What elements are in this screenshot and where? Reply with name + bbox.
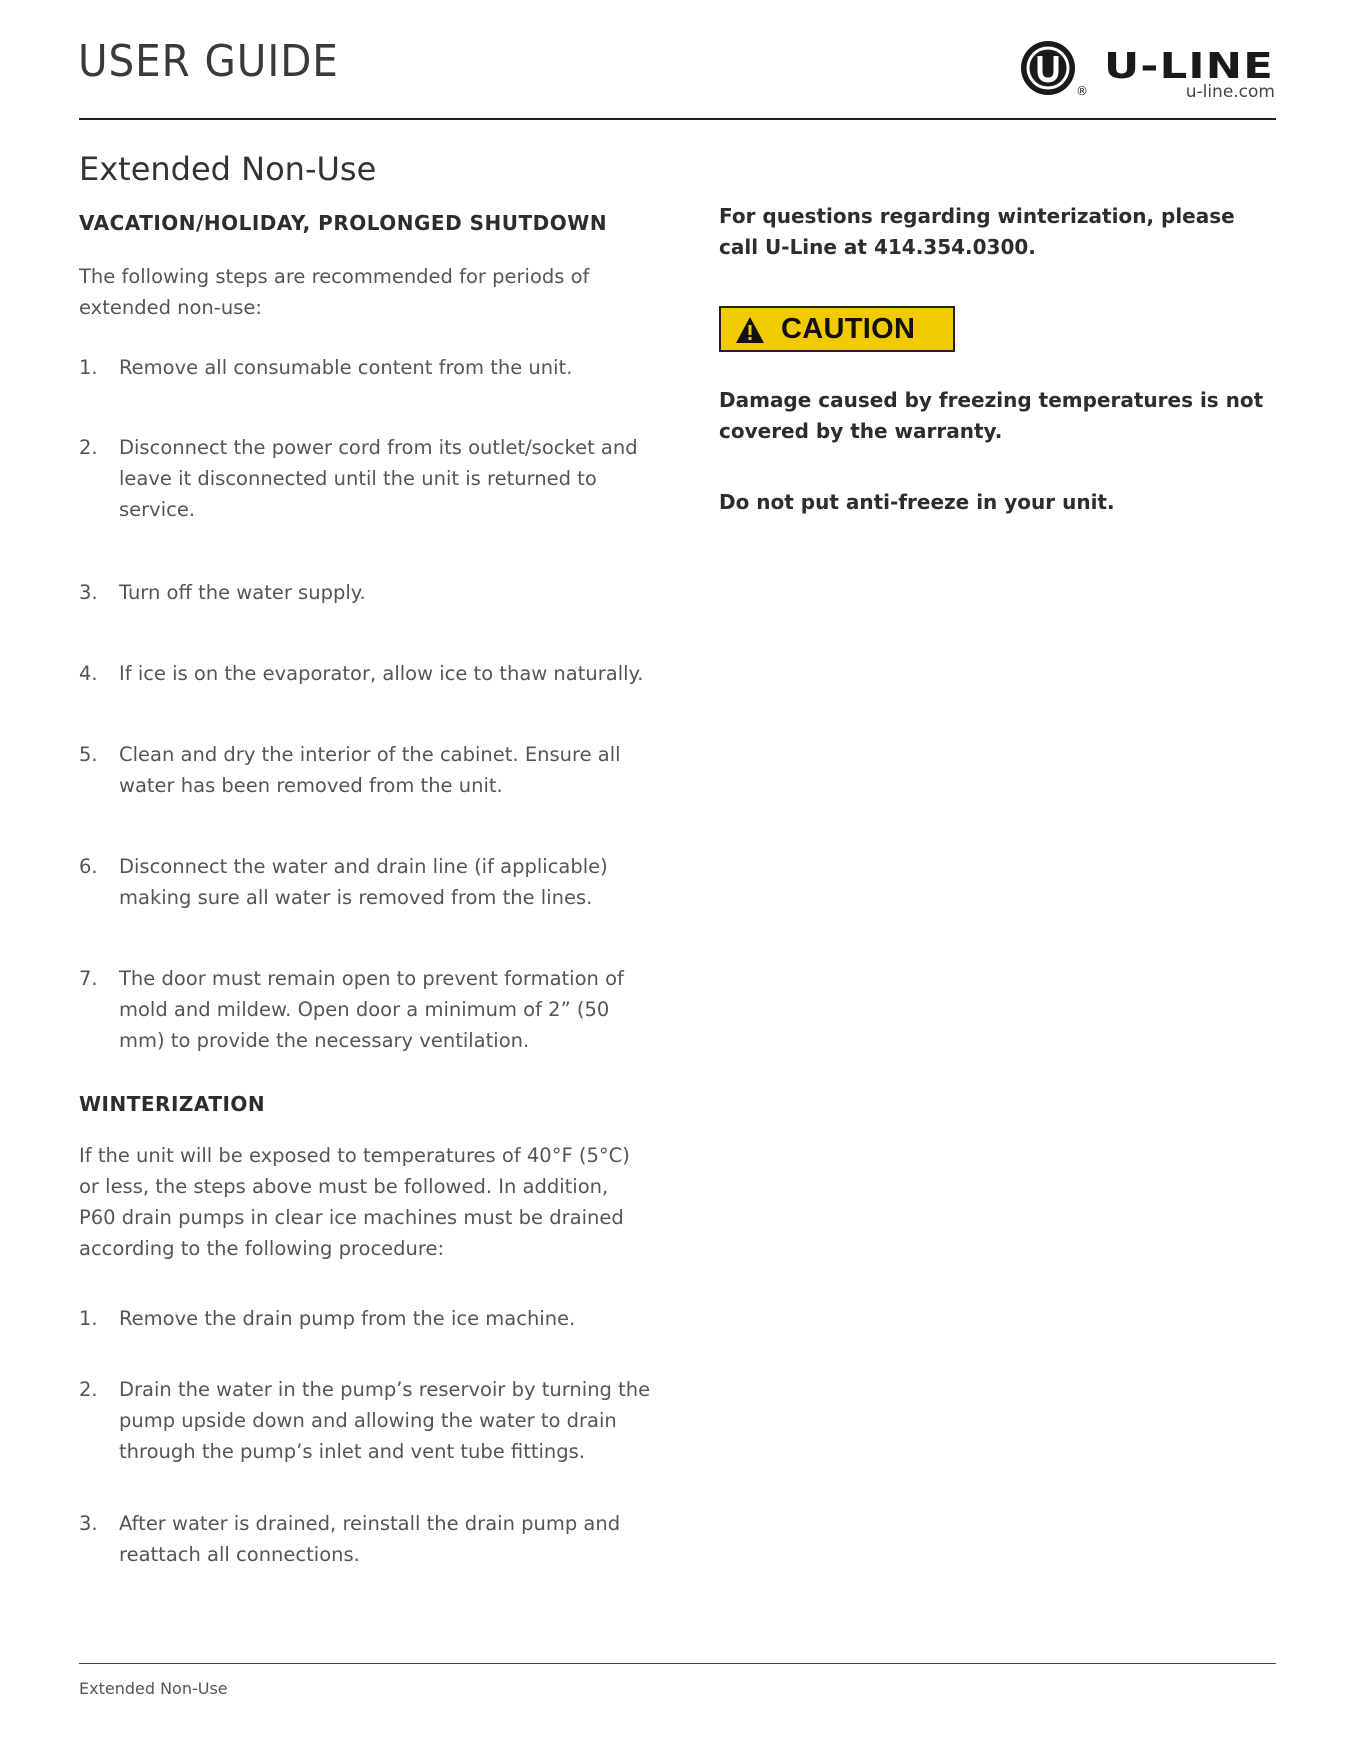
step-text: Clean and dry the interior of the cabinet. Ensure all water has been removed from the unit. bbox=[119, 743, 621, 797]
logo-url: u-line.com bbox=[1185, 82, 1275, 102]
step-number: 1. bbox=[79, 356, 98, 379]
step-text: Remove all consumable content from the unit. bbox=[119, 356, 573, 379]
registered-mark: ® bbox=[1076, 84, 1088, 98]
step-text: Remove the drain pump from the ice machine. bbox=[119, 1307, 576, 1330]
section-title: Extended Non-Use bbox=[79, 150, 377, 188]
step-number: 5. bbox=[79, 743, 98, 766]
u-line-logo-mark-icon bbox=[1020, 38, 1080, 98]
step-number: 4. bbox=[79, 662, 98, 685]
winterization-intro: If the unit will be exposed to temperatures of 40°F (5°C) or less, the steps above must be followed. In addition, P60 drain pumps in clear ice machines must be drained according to the following procedure: bbox=[79, 1144, 630, 1260]
step-text: The door must remain open to prevent formation of mold and mildew. Open door a minimum of 2” (50 mm) to provide the necessary ventilation. bbox=[119, 967, 624, 1052]
step-number: 1. bbox=[79, 1307, 98, 1330]
step-text: Drain the water in the pump’s reservoir by turning the pump upside down and allowing the water to drain through the pump’s inlet and vent tube fittings. bbox=[119, 1378, 651, 1463]
step-number: 7. bbox=[79, 967, 98, 990]
step-text: Disconnect the water and drain line (if applicable) making sure all water is removed from the lines. bbox=[119, 855, 608, 909]
damage-notice: Damage caused by freezing temperatures is not covered by the warranty. bbox=[719, 388, 1264, 443]
vacation-intro: The following steps are recommended for periods of extended non-use: bbox=[79, 265, 590, 319]
step-text: After water is drained, reinstall the drain pump and reattach all connections. bbox=[119, 1512, 621, 1566]
step-number: 2. bbox=[79, 1378, 98, 1401]
step-number: 3. bbox=[79, 1512, 98, 1535]
step-number: 2. bbox=[79, 436, 98, 459]
step-text: If ice is on the evaporator, allow ice to thaw naturally. bbox=[119, 662, 644, 685]
caution-label-box bbox=[719, 306, 955, 352]
warning-triangle-icon bbox=[735, 316, 765, 344]
step-text: Turn off the water supply. bbox=[119, 581, 366, 604]
winterization-questions: For questions regarding winterization, please call U-Line at 414.354.0300. bbox=[719, 204, 1235, 259]
step-number: 3. bbox=[79, 581, 98, 604]
header-divider bbox=[79, 118, 1276, 120]
footer-label: Extended Non-Use bbox=[79, 1679, 228, 1698]
vacation-heading: VACATION/HOLIDAY, PROLONGED SHUTDOWN bbox=[79, 211, 608, 235]
u-line-logo bbox=[1020, 38, 1275, 104]
u-line-wordmark bbox=[1104, 48, 1276, 84]
antifreeze-notice: Do not put anti-freeze in your unit. bbox=[719, 490, 1115, 514]
svg-text:U-LINE: U-LINE bbox=[1104, 48, 1274, 84]
step-number: 6. bbox=[79, 855, 98, 878]
page-title: USER GUIDE bbox=[78, 36, 339, 87]
footer-divider bbox=[79, 1663, 1276, 1664]
step-text: Disconnect the power cord from its outlet/socket and leave it disconnected until the unit is returned to service. bbox=[119, 436, 638, 521]
winterization-heading: WINTERIZATION bbox=[79, 1092, 266, 1116]
caution-text: CAUTION bbox=[781, 313, 916, 345]
